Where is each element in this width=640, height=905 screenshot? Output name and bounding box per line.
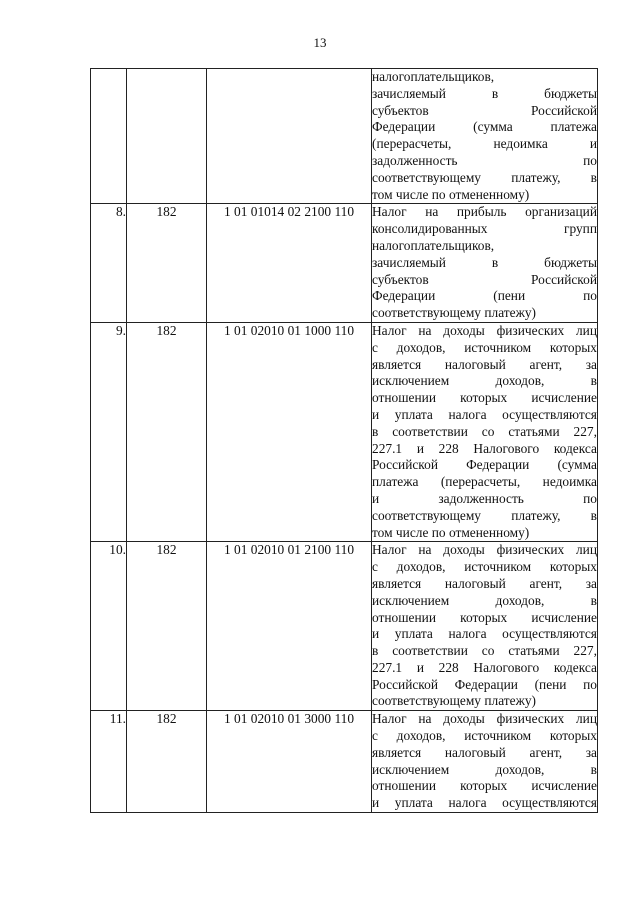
description-word: налога [448, 626, 487, 642]
description-line [372, 119, 597, 136]
description-word: на [425, 204, 439, 220]
description-word: Федерации [466, 457, 530, 473]
description-word: с [372, 339, 378, 355]
description-word: по [583, 490, 597, 506]
description-word: за [585, 744, 597, 760]
description-word: на [418, 711, 432, 727]
table-row [91, 204, 598, 323]
description-word: соответствующему [372, 169, 481, 185]
budget-classification-code-cell: 1 01 02010 01 3000 110 [207, 711, 372, 813]
description-word: является [372, 744, 422, 760]
description-word: (перерасчеты, [440, 474, 521, 490]
description-word: налога [448, 795, 487, 811]
description-line [372, 762, 597, 779]
description-word: исключением [372, 592, 450, 608]
description-word: физических [496, 322, 565, 338]
description-word: и [372, 795, 380, 811]
description-word: Налог [372, 322, 407, 338]
description-word: Налог [372, 542, 407, 558]
description-line [372, 576, 597, 593]
description-line [372, 677, 597, 694]
description-word: доходы [443, 322, 485, 338]
description-word: является [372, 575, 422, 591]
description-word: Налогового [473, 659, 540, 675]
description-line [372, 187, 597, 204]
description-line [372, 153, 597, 170]
administrator-code-cell: 182 [127, 542, 207, 711]
description-line [372, 204, 597, 221]
description-word: на [418, 542, 432, 558]
description-line [372, 288, 597, 305]
description-line [372, 305, 597, 322]
description-word: платежа [550, 119, 597, 135]
description-word: (перерасчеты, [372, 136, 452, 152]
description-word: кодекса [553, 440, 597, 456]
description-word: Российской [531, 271, 597, 287]
description-word: задолженность [372, 152, 458, 168]
description-word: в [491, 85, 499, 101]
description-line [372, 626, 597, 643]
description-line [372, 424, 597, 441]
description-line [372, 390, 597, 407]
description-word: Федерации [372, 119, 436, 135]
description-word: агент, [529, 356, 563, 372]
description-word: агент, [529, 744, 563, 760]
description-word: физических [496, 711, 565, 727]
description-word: осуществляются [502, 626, 597, 642]
income-description-cell [372, 322, 598, 541]
description-word: со [481, 423, 495, 439]
description-line [372, 407, 597, 424]
description-word: осуществляются [502, 406, 597, 422]
description-word: с [372, 559, 378, 575]
description-word: по [583, 676, 597, 692]
description-word: и [416, 659, 424, 675]
description-word: доходы [443, 711, 485, 727]
description-word: за [585, 356, 597, 372]
description-word: в [590, 592, 597, 608]
description-word: уплата [394, 795, 433, 811]
description-word: по [583, 152, 597, 168]
description-line [372, 559, 597, 576]
description-word: за [585, 575, 597, 591]
description-line [372, 643, 597, 660]
description-line [372, 272, 597, 289]
description-word: лиц [575, 322, 597, 338]
description-line [372, 357, 597, 374]
description-word: (пени [493, 288, 526, 304]
description-word: налоговый [444, 744, 506, 760]
description-word: платежу, [511, 169, 561, 185]
description-line [372, 255, 597, 272]
description-word: и [372, 490, 380, 506]
description-word: зачисляемый [372, 85, 446, 101]
description-word: Российской [372, 457, 438, 473]
description-word: физических [496, 542, 565, 558]
administrator-code-cell [127, 69, 207, 204]
description-word: кодекса [553, 659, 597, 675]
description-word: налогоплательщиков, [372, 237, 495, 253]
page-number: 13 [313, 35, 327, 50]
description-word: в [491, 254, 499, 270]
description-word: в [372, 423, 379, 439]
budget-classification-code-cell: 1 01 02010 01 1000 110 [207, 322, 372, 541]
administrator-code-cell: 182 [127, 711, 207, 813]
row-number-cell: 8. [91, 204, 127, 323]
description-word: которых [460, 778, 508, 794]
description-line [372, 660, 597, 677]
description-word: консолидированных [372, 221, 488, 237]
description-word: налоговый [444, 575, 506, 591]
description-word: исчисление [531, 609, 597, 625]
description-line [372, 373, 597, 390]
description-word: лиц [575, 711, 597, 727]
description-word: источником [464, 559, 532, 575]
description-word: по [583, 288, 597, 304]
description-word: 227.1 [372, 440, 403, 456]
description-word: доходов, [495, 592, 545, 608]
description-line [372, 778, 597, 795]
description-word: которых [460, 609, 508, 625]
description-word: доходов, [396, 728, 446, 744]
description-word: том числе по отмененному) [372, 186, 530, 202]
description-word: отношении [372, 778, 436, 794]
description-word: которых [549, 559, 597, 575]
description-word: исключением [372, 373, 450, 389]
description-word: Налог [372, 204, 407, 220]
revenue-codes-table [90, 68, 598, 813]
description-word: 228 [438, 659, 459, 675]
description-word: субъектов [372, 102, 429, 118]
table-row [91, 542, 598, 711]
description-word: налоговый [444, 356, 506, 372]
description-word: на [418, 322, 432, 338]
income-description-cell [372, 542, 598, 711]
description-line [372, 542, 597, 559]
description-word: субъектов [372, 271, 429, 287]
description-word: в [590, 761, 597, 777]
description-line [372, 69, 597, 86]
description-word: недоимка [542, 474, 597, 490]
description-word: Российской [372, 676, 438, 692]
description-word: соответствии [392, 423, 468, 439]
table-row [91, 69, 598, 204]
description-line [372, 238, 597, 255]
description-word: 227, [573, 643, 597, 659]
description-word: недоимка [493, 136, 548, 152]
description-word: и [416, 440, 424, 456]
description-line [372, 323, 597, 340]
description-word: источником [464, 728, 532, 744]
description-word: том числе по отмененному) [372, 524, 530, 540]
description-word: которых [549, 728, 597, 744]
income-description-cell [372, 69, 598, 204]
description-word: с [372, 728, 378, 744]
description-line [372, 593, 597, 610]
description-word: является [372, 356, 422, 372]
description-word: групп [563, 221, 597, 237]
row-number-cell: 11. [91, 711, 127, 813]
description-word: организаций [525, 204, 597, 220]
budget-classification-code-cell [207, 69, 372, 204]
description-word: в [372, 643, 379, 659]
description-word: Федерации [454, 676, 518, 692]
description-word: соответствующему платежу) [372, 305, 536, 321]
description-word: уплата [394, 406, 433, 422]
description-word: доходов, [396, 559, 446, 575]
description-word: Федерации [372, 288, 436, 304]
description-line [372, 474, 597, 491]
description-word: прибыль [456, 204, 507, 220]
income-description-cell [372, 204, 598, 323]
description-word: Российской [531, 102, 597, 118]
description-line [372, 795, 597, 812]
table-row [91, 322, 598, 541]
description-word: и [372, 626, 380, 642]
description-word: 227, [573, 423, 597, 439]
description-word: в [590, 373, 597, 389]
description-line [372, 441, 597, 458]
description-line [372, 745, 597, 762]
description-word: статьями [508, 423, 560, 439]
description-word: 228 [438, 440, 459, 456]
administrator-code-cell: 182 [127, 204, 207, 323]
description-line [372, 136, 597, 153]
description-word: бюджеты [544, 254, 597, 270]
description-word: статьями [508, 643, 560, 659]
description-word: источником [464, 339, 532, 355]
description-word: доходы [443, 542, 485, 558]
description-line [372, 103, 597, 120]
description-word: зачисляемый [372, 254, 446, 270]
description-word: (сумма [557, 457, 597, 473]
description-word: Налогового [473, 440, 540, 456]
description-line [372, 170, 597, 187]
description-word: исчисление [531, 778, 597, 794]
description-word: отношении [372, 609, 436, 625]
budget-classification-code-cell: 1 01 01014 02 2100 110 [207, 204, 372, 323]
row-number-cell [91, 69, 127, 204]
budget-classification-code-cell: 1 01 02010 01 2100 110 [207, 542, 372, 711]
description-word: осуществляются [502, 795, 597, 811]
table-row [91, 711, 598, 813]
description-word: в [590, 169, 597, 185]
description-line [372, 491, 597, 508]
description-word: доходов, [495, 373, 545, 389]
description-line [372, 457, 597, 474]
administrator-code-cell: 182 [127, 322, 207, 541]
description-line [372, 86, 597, 103]
description-word: соответствующему [372, 507, 481, 523]
description-word: (пени [534, 676, 567, 692]
description-line [372, 693, 597, 710]
description-line [372, 340, 597, 357]
description-word: Налог [372, 711, 407, 727]
description-line [372, 728, 597, 745]
description-line [372, 711, 597, 728]
description-word: платежу, [511, 507, 561, 523]
description-word: налога [448, 406, 487, 422]
description-word: доходов, [495, 761, 545, 777]
description-line [372, 508, 597, 525]
description-line [372, 221, 597, 238]
description-word: отношении [372, 390, 436, 406]
description-word: налогоплательщиков, [372, 69, 495, 84]
description-word: и [589, 136, 597, 152]
description-word: уплата [394, 626, 433, 642]
description-word: лиц [575, 542, 597, 558]
description-word: которых [549, 339, 597, 355]
description-word: в [590, 507, 597, 523]
description-word: агент, [529, 575, 563, 591]
description-word: (сумма [473, 119, 513, 135]
row-number-cell: 9. [91, 322, 127, 541]
income-description-cell [372, 711, 598, 813]
description-word: платежа [372, 474, 419, 490]
description-word: со [481, 643, 495, 659]
table-body [91, 69, 598, 813]
description-word: соответствующему платежу) [372, 693, 536, 709]
description-word: доходов, [396, 339, 446, 355]
description-word: исключением [372, 761, 450, 777]
description-line [372, 525, 597, 542]
description-word: бюджеты [544, 85, 597, 101]
description-word: соответствии [392, 643, 468, 659]
row-number-cell: 10. [91, 542, 127, 711]
description-word: и [372, 406, 380, 422]
description-word: задолженность [438, 490, 524, 506]
description-word: которых [460, 390, 508, 406]
description-word: исчисление [531, 390, 597, 406]
description-line [372, 610, 597, 627]
description-word: 227.1 [372, 659, 403, 675]
